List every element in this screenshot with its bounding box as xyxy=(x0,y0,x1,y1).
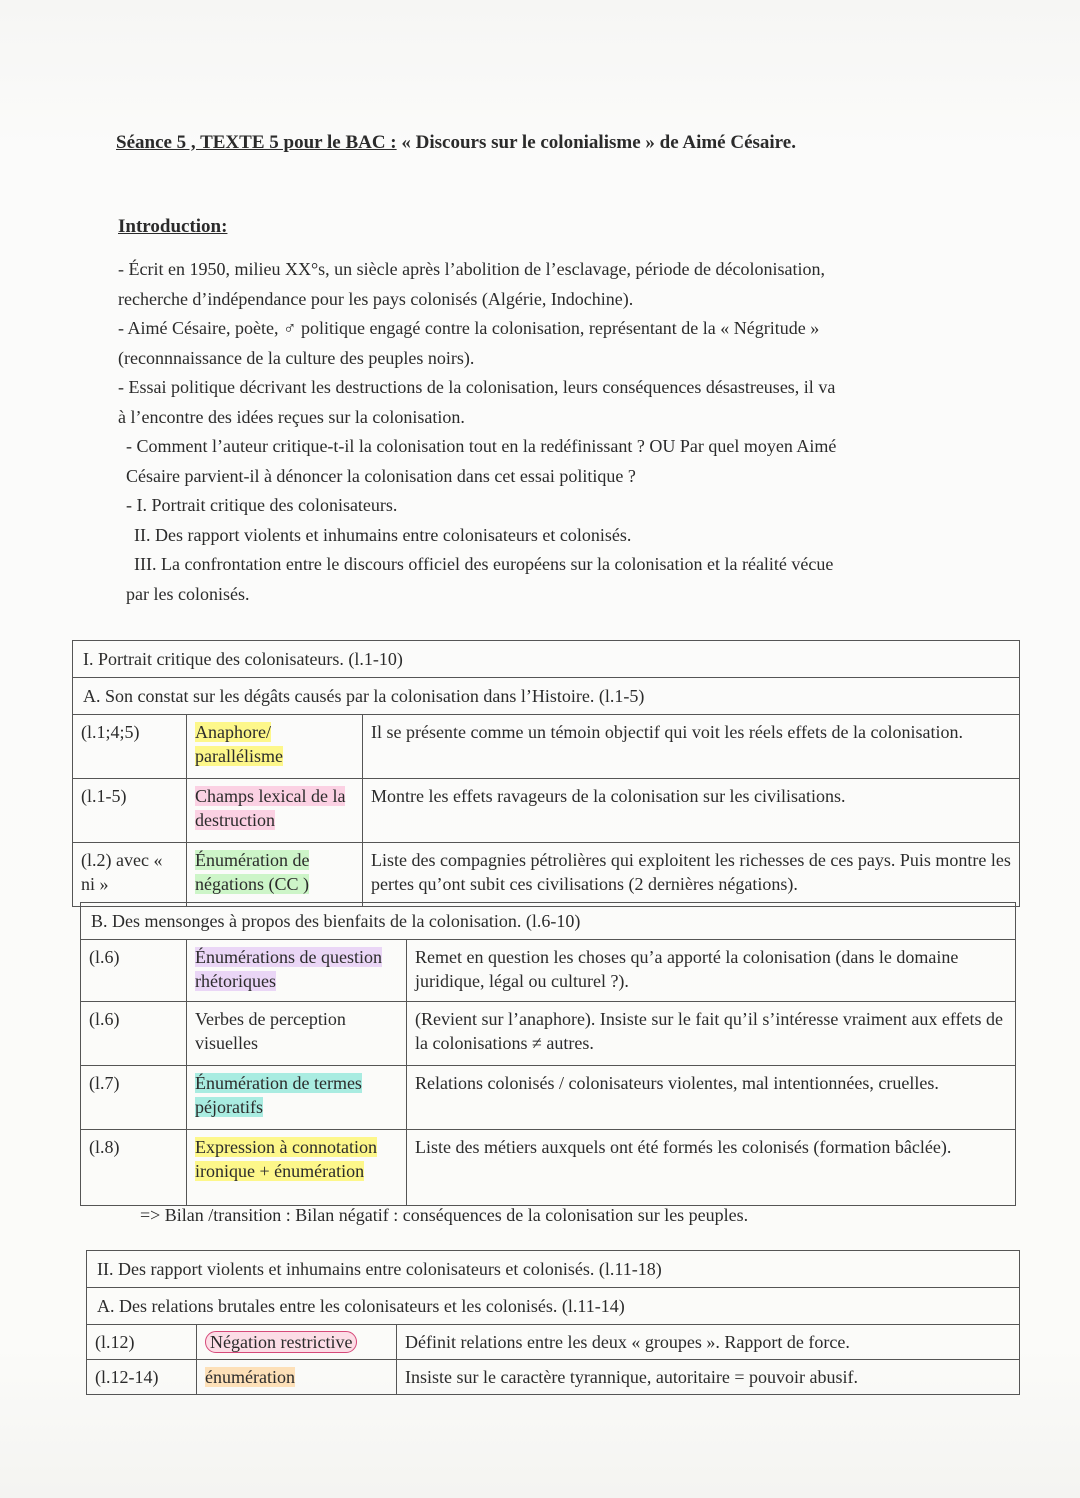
process-cell xyxy=(187,715,363,779)
process-text: Énumérations de question rhétoriques xyxy=(195,947,382,991)
intro-line: (reconnnaissance de la culture des peuples noirs). xyxy=(118,347,475,368)
line-ref: (l.6) xyxy=(81,940,187,1002)
table-row xyxy=(81,1130,1016,1206)
table-row xyxy=(73,715,1020,779)
line-ref: (l.1;4;5) xyxy=(73,715,187,779)
transition-text: => Bilan /transition : Bilan négatif : conséquences de la colonisation sur les peuples. xyxy=(140,1205,749,1225)
part1-table xyxy=(72,640,1020,907)
process-text: Anaphore/ parallélisme xyxy=(195,722,283,766)
interpretation-cell: Il se présente comme un témoin objectif qui voit les réels effets de la colonisation. xyxy=(363,715,1020,779)
intro-body xyxy=(118,255,978,609)
part1-title: I. Portrait critique des colonisateurs. (l.1-10) xyxy=(73,641,1020,678)
process-cell xyxy=(187,1066,407,1130)
line-ref: (l.1-5) xyxy=(73,779,187,843)
intro-line: - I. Portrait critique des colonisateurs. xyxy=(126,495,398,515)
process-text: Énumération de termes péjoratifs xyxy=(195,1073,362,1117)
interpretation-cell: Liste des compagnies pétrolières qui exploitent les richesses de ces pays. Puis montre les pertes qu’ont subit ces civilisations (2 dernières négations). xyxy=(363,843,1020,907)
table-row xyxy=(81,1002,1016,1066)
part2-section-a: A. Des relations brutales entre les colonisateurs et les colonisés. (l.11-14) xyxy=(87,1288,1020,1325)
line-ref: (l.6) xyxy=(81,1002,187,1066)
intro-heading: Introduction: xyxy=(118,216,228,237)
table-row xyxy=(87,1325,1020,1360)
table-row xyxy=(73,843,1020,907)
line-ref: (l.12) xyxy=(87,1325,197,1360)
table-row xyxy=(73,779,1020,843)
process-cell xyxy=(197,1325,397,1360)
intro-line: - Aimé Césaire, poète, ♂ politique engagé contre la colonisation, représentant de la « Négritude » xyxy=(118,318,820,338)
intro-line: Césaire parvient-il à dénoncer la colonisation dans cet essai politique ? xyxy=(126,465,636,486)
table-row xyxy=(81,1066,1016,1130)
process-cell xyxy=(187,1002,407,1066)
process-cell xyxy=(187,779,363,843)
seance-label: Séance 5 , TEXTE 5 pour le BAC : xyxy=(116,132,397,153)
part1-section-b: B. Des mensonges à propos des bienfaits de la colonisation. (l.6-10) xyxy=(81,903,1016,940)
intro-line: par les colonisés. xyxy=(126,583,250,604)
process-cell xyxy=(187,1130,407,1206)
intro-line: III. La confrontation entre le discours officiel des européens sur la colonisation et la réalité vécue xyxy=(134,554,834,574)
intro-line: - Essai politique décrivant les destructions de la colonisation, leurs conséquences désastreuses, il va xyxy=(118,377,836,397)
interpretation-cell: (Revient sur l’anaphore). Insiste sur le fait qu’il s’intéresse vraiment aux effets de la colonisations ≠ autres. xyxy=(407,1002,1016,1066)
process-cell xyxy=(187,843,363,907)
line-ref: (l.2) avec « ni » xyxy=(73,843,187,907)
interpretation-cell: Liste des métiers auxquels ont été formés les colonisés (formation bâclée). xyxy=(407,1130,1016,1206)
process-cell xyxy=(197,1360,397,1395)
part1-b-table xyxy=(80,902,1016,1206)
text-title: « Discours sur le colonialisme » de Aimé Césaire. xyxy=(396,132,796,153)
intro-line: II. Des rapport violents et inhumains entre colonisateurs et colonisés. xyxy=(134,524,632,545)
line-ref: (l.7) xyxy=(81,1066,187,1130)
part1-section-a: A. Son constat sur les dégâts causés par la colonisation dans l’Histoire. (l.1-5) xyxy=(73,678,1020,715)
intro-line: recherche d’indépendance pour les pays colonisés (Algérie, Indochine). xyxy=(118,288,634,309)
interpretation-cell: Relations colonisés / colonisateurs violentes, mal intentionnées, cruelles. xyxy=(407,1066,1016,1130)
process-text: Expression à connotation ironique + énumération xyxy=(195,1137,377,1181)
table-row xyxy=(81,940,1016,1002)
line-ref: (l.8) xyxy=(81,1130,187,1206)
interpretation-cell: Remet en question les choses qu’a apporté la colonisation (dans le domaine juridique, légal ou culturel ?). xyxy=(407,940,1016,1002)
intro-line: à l’encontre des idées reçues sur la colonisation. xyxy=(118,406,465,427)
intro-line: - Comment l’auteur critique-t-il la colonisation tout en la redéfinissant ? OU Par quel moyen Aimé xyxy=(126,436,837,456)
interpretation-cell: Insiste sur le caractère tyrannique, autoritaire = pouvoir abusif. xyxy=(397,1360,1020,1395)
process-text: Négation restrictive xyxy=(205,1331,357,1353)
part2-table xyxy=(86,1250,1020,1395)
page-title xyxy=(116,132,796,154)
process-text: Énumération de négations (CC ) xyxy=(195,850,310,894)
interpretation-cell: Montre les effets ravageurs de la colonisation sur les civilisations. xyxy=(363,779,1020,843)
interpretation-cell: Définit relations entre les deux « groupes ». Rapport de force. xyxy=(397,1325,1020,1360)
process-text: Verbes de perception visuelles xyxy=(195,1009,346,1053)
table-row xyxy=(87,1360,1020,1395)
process-text: énumération xyxy=(205,1367,295,1387)
part2-title: II. Des rapport violents et inhumains entre colonisateurs et colonisés. (l.11-18) xyxy=(87,1251,1020,1288)
intro-line: - Écrit en 1950, milieu XX°s, un siècle après l’abolition de l’esclavage, période de décolonisation, xyxy=(118,259,825,279)
process-text: Champs lexical de la destruction xyxy=(195,786,346,830)
process-cell xyxy=(187,940,407,1002)
line-ref: (l.12-14) xyxy=(87,1360,197,1395)
